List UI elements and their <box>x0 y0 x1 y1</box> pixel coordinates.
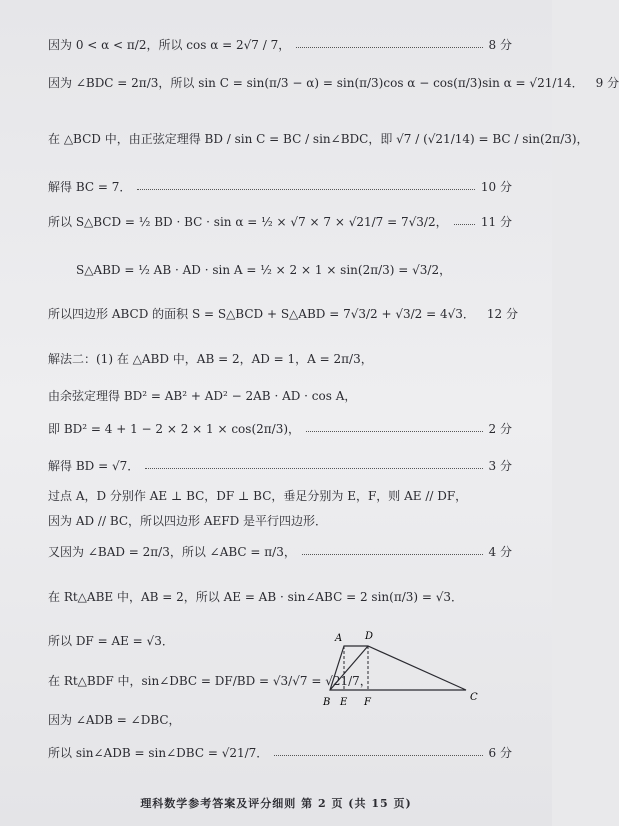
solution-line: 所以四边形 ABCD 的面积 S = S△BCD + S△ABD = 7√3/2 + √3/2 = 4√3． 12 分 <box>48 307 519 321</box>
page-footer: 理科数学参考答案及评分细则 第 2 页 (共 15 页) <box>140 797 412 810</box>
solution-line: 在 Rt△ABE 中，AB = 2，所以 AE = AB · sin∠ABC = 2 sin(π/3) = √3． <box>48 590 464 604</box>
solution-line: 解得 BC = 7． 10 分 <box>48 180 512 194</box>
point-label-F: F <box>364 697 371 708</box>
score-label: 3 分 <box>488 459 512 473</box>
solution-line: 所以 DF = AE = √3． <box>48 634 174 648</box>
score-label: 6 分 <box>488 746 512 760</box>
solution-line: 即 BD² = 4 + 1 − 2 × 2 × 1 × cos(2π/3)， 2 分 <box>48 422 512 436</box>
score-label: 8 分 <box>488 38 512 52</box>
solution-line: 因为 ∠ADB = ∠DBC， <box>48 713 181 727</box>
solution-line: 因为 AD // BC，所以四边形 AEFD 是平行四边形． <box>48 514 328 528</box>
score-label: 4 分 <box>488 545 512 559</box>
score-label: 2 分 <box>488 422 512 436</box>
solution-line: 过点 A，D 分别作 AE ⊥ BC，DF ⊥ BC，垂足分别为 E，F，则 AE // DF， <box>48 489 468 503</box>
score-label: 12 分 <box>486 307 519 321</box>
point-label-A: A <box>335 633 343 644</box>
solution-line: 解法二：(1) 在 △ABD 中，AB = 2，AD = 1，A = 2π/3， <box>48 352 373 366</box>
score-label: 11 分 <box>480 215 512 229</box>
solution-line: 解得 BD = √7． 3 分 <box>48 459 512 473</box>
solution-line: 在 Rt△BDF 中，sin∠DBC = DF/BD = √3/√7 = √21/7， <box>48 674 372 688</box>
solution-line: 所以 S△BCD = ½ BD · BC · sin α = ½ × √7 × 7 × √21/7 = 7√3/2， 11 分 <box>48 215 512 229</box>
solution-line: 在 △BCD 中，由正弦定理得 BD / sin C = BC / sin∠BDC，即 √7 / (√21/14) = BC / sin(2π/3)， <box>48 132 589 146</box>
solution-line: 由余弦定理得 BD² = AB² + AD² − 2AB · AD · cos A， <box>48 389 357 403</box>
solution-line: 所以 sin∠ADB = sin∠DBC = √21/7． 6 分 <box>48 746 512 760</box>
solution-line: S△ABD = ½ AB · AD · sin A = ½ × 2 × 1 × sin(2π/3) = √3/2， <box>76 263 452 277</box>
solution-line: 因为 ∠BDC = 2π/3，所以 sin C = sin(π/3 − α) = sin(π/3)cos α − cos(π/3)sin α = √21/14． 9 分 <box>48 76 619 90</box>
point-label-C: C <box>470 692 478 703</box>
score-label: 10 分 <box>480 180 512 194</box>
solution-line: 又因为 ∠BAD = 2π/3，所以 ∠ABC = π/3， 4 分 <box>48 545 512 559</box>
score-label: 9 分 <box>595 76 619 90</box>
point-label-D: D <box>365 631 374 642</box>
trapezoid-figure <box>318 628 488 710</box>
solution-line: 因为 0 < α < π/2，所以 cos α = 2√7 / 7， 8 分 <box>48 38 512 52</box>
point-label-E: E <box>340 697 348 708</box>
point-label-B: B <box>323 697 331 708</box>
